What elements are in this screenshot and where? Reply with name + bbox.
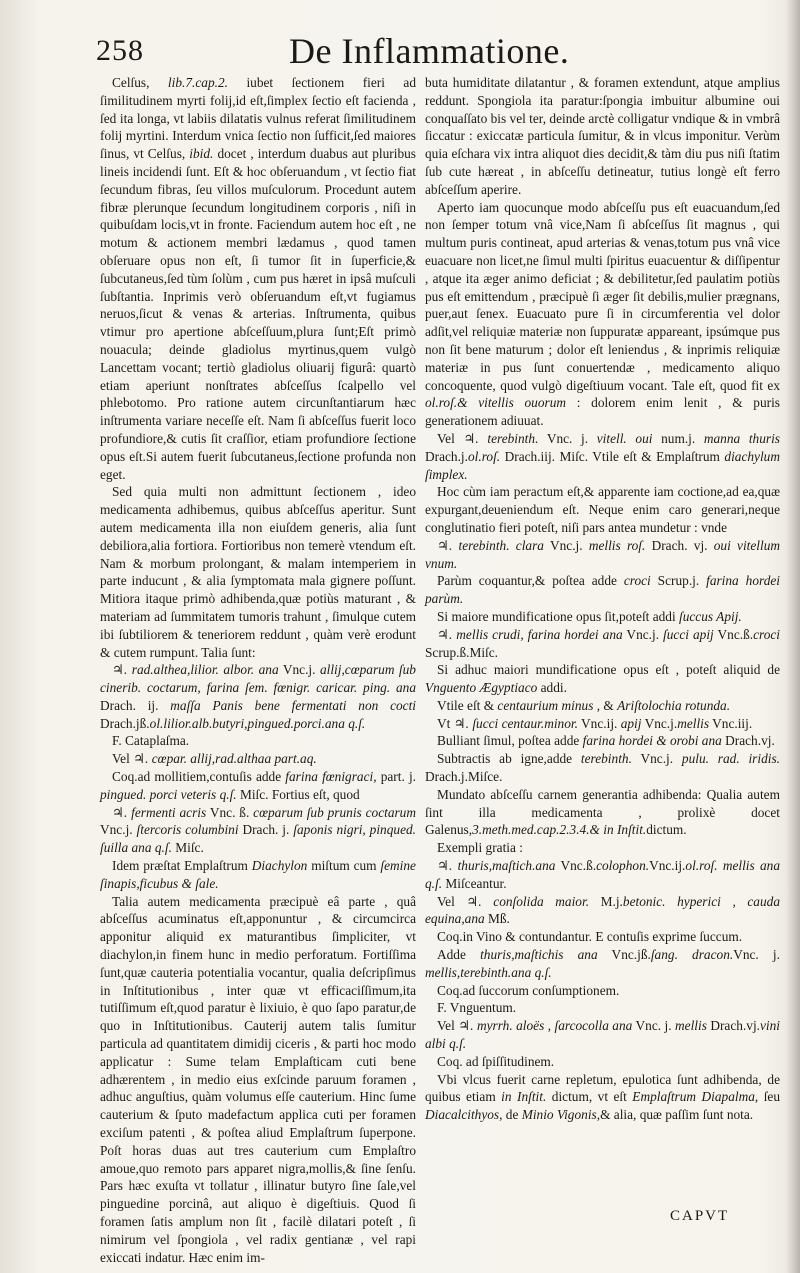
paragraph [425,982,780,1000]
italic-text-run: ſuccus Apij. [679,608,742,624]
paragraph [425,697,780,715]
paragraph [100,750,416,768]
italic-text-run: allij,cœparum ſub cinerib. coctarum, farina ſem. fœnigr. caricar. ping. ana [100,662,416,696]
italic-text-run: pulu. rad. iridis. [681,751,780,767]
paragraph [425,1053,780,1071]
italic-text-run: Minio Vigonis [521,1107,597,1123]
text-run: Vnc.jß. [597,947,651,963]
paragraph [425,732,780,750]
paragraph [425,74,780,199]
paragraph [425,661,780,697]
italic-text-run: ol.lilior.alb.butyri,pingued.porci.ana q.ſ. [149,715,366,731]
paragraph [425,715,780,733]
paragraph [100,893,416,1267]
text-run: Idem præſtat Emplaſtrum [112,858,252,874]
text-run: Vnc. ß. [206,804,254,820]
paragraph [425,946,780,982]
italic-text-run: diachylum ſimplex. [425,448,780,482]
italic-text-run: Diacalcithyos [425,1107,500,1123]
text-run: M.j. [589,893,623,909]
italic-text-run: ♃. ſucci centaur.minor. [453,715,578,731]
text-run: Coq.ad mollitiem,contuſis adde [112,769,286,785]
text-run: Vnc.j. [278,662,320,678]
text-run: Vel [437,1018,459,1034]
italic-text-run: ibid. [189,146,214,162]
italic-text-run: Vnguento Ægyptiaco [425,680,538,696]
text-run: Subtractis ab igne,adde [437,751,581,767]
text-run: Vnc.j. [100,822,137,838]
italic-text-run: ſaponis nigri, pinqued. ſuilla ana q.ſ. [100,822,416,856]
paragraph [425,430,780,483]
paragraph [425,893,780,929]
text-run: Vt [437,715,454,731]
paragraph [425,786,780,839]
text-run: Talia autem medicamenta præcipuè eâ parte , quâ abſceſſus acuminatus eſt,apponuntur , & circumcirca apponitur aliquid ex maturantibus ſimpliciter, vt diachylon,in finem hunc in medio perforatum. Fortiſſima ſunt,quæ cauteria potentialia vocantur, qualia deſcripſimus in Inſtitutionibus , inter quæ vt efficaciſſimum,ita tutiſſimum eſt,quod paratur è lixiuio, è quo ſapo paratur,de quo in Inſtitutionibus. Cauterij autem talis ſumitur particula ad quantitatem dimidij ciceris , & parti hoc modo applicatur : Sume telam Emplaſticam cuti bene adhærentem , in medio eius exſcinde paruum foramen , adhuc anguſtius, quàm volumus eſſe cauterium. Hinc ſume cauterium & ſputo madefactum applica cuti per foramen exciſum patenti , & poſtea aliud Emplaſtrum ſuperpone. Poſt horas duas aut tres cauterium cum Emplaſtro amoue,quo remoto pars apparet nigra,mollis,& ſine ſenſu. Pars hæc exuſta vt tollatur , illinatur butyro ſine ſale,vel pinguedine porcinâ, aut aliquo è digeſtiuis. Quod ſi foramen ſatis amplum non ſit , facilè dilatari poteſt , ſi nimirum vel ſpongiola , vel radix gentianæ , vel rapi exiccati indatur. Hæc enim im- [100,893,416,1265]
italic-text-run: ſucci apij [663,626,714,642]
paragraph [425,857,780,893]
paragraph [425,572,780,608]
italic-text-run: farina fœnigraci, [285,769,377,785]
italic-text-run: ſtercoris columbini [136,822,239,838]
text-run: Vnc.j. [631,751,682,767]
paragraph [425,608,780,626]
italic-text-run: colophon. [596,858,650,874]
italic-text-run: ♃. myrrh. aloës , ſarcocolla ana [458,1018,633,1034]
italic-text-run: centaurium minus [497,697,594,713]
text-run: Mß. [484,911,510,927]
text-run: Aperto iam quocunque modo abſceſſu pus eſt euacuandum,ſed non ſemper totum vnâ vice,Nam ſi abſceſſus ſit magnus , qui multum puris contineat, apud arterias & venas,totum pus vnâ vice euacuare non licet,ne ſimul multi ſpiritus euacuentur & diſſipentur , atque ita æger animo deficiat ; & debilitetur,ſed paulatim potiùs pus eſt emittendum , præcipuè ſi æger ſit debilis,mulier prægnans, puer,aut ſenex. Euacuato pure ſi in circumferentia vel dolor adſit,vel reliquiæ materiæ non ſuppuratæ appareant, ipsúmque pus non ſit bene maturum ; dolor eſt leniendus , & inprimis reliquiæ materiæ in pus ſunt conuertendæ , medicamento aliquo concoquente, quod vulgò digeſtiuum vocant. Tale eſt, quod fit ex [425,199,780,393]
paragraph [100,804,416,857]
text-run: Vbi vlcus fuerit carne repletum, epulotica ſunt adhibenda, de quibus etiam [425,1071,780,1105]
italic-text-run: ♃. conſolida maior. [466,893,590,909]
text-run: buta humiditate dilatantur , & foramen extendunt, atque amplius reddunt. Spongiola ita paratur:ſpongia imbuitur albumine oui conquaſſato bis vel ter, deinde arctè colligatur vndique & in vmbrâ ſiccatur : exiccatæ particula ſumitur, & in vlcus imponitur. Verùm quia eſchara vix intra aliquot dies decidit,& tàm diu pus niſi ſtatim ſub cute hæreat , in abſceſſu detineatur, tutius longè eſt ferro abſceſſum aperire. [425,75,780,197]
italic-text-run: Diachylon [251,858,308,874]
text-run: iubet ſectionem fieri ad ſimilitudinem myrti folij,id eſt,ſimplex ſectio eſt facienda , ſed ita longa, vt labiis dilatatis vulnus referat ſimilitudinem folij myrtini. Interdum vnica ſectio non ſufficit,ſed maiores ſinus, vt Celſus, [100,75,416,162]
paragraph [100,74,416,483]
text-run: Vnc. j. [538,430,597,446]
text-run: Drach.j.Miſce. [425,769,503,785]
italic-text-run: thuris,maſtichis ana [480,947,598,963]
paragraph [425,750,780,786]
text-run: Vnc.ß. [713,626,754,642]
text-run: Drach. j. [238,822,294,838]
text-run: Adde [437,947,481,963]
italic-text-run: mellis roſ. [588,537,646,553]
text-run: Vel [437,893,467,909]
text-run: miſtum cum [307,858,381,874]
paragraph [100,857,416,893]
text-run: Vel [112,751,134,767]
text-run: Coq.in Vino & contundantur. E contuſis exprime ſuccum. [437,929,743,945]
text-run: Parùm coquantur,& poſtea adde [437,573,624,589]
text-run: , ſeu [754,1089,781,1105]
italic-text-run: ♃. terebinth. clara [437,537,544,553]
italic-text-run: croci [753,626,781,642]
text-run: ,& alia, quæ paſſim ſunt nota. [596,1107,754,1123]
italic-text-run: manna thuris [703,430,780,446]
italic-text-run: ♃. mellis crudi, farina hordei ana [437,626,623,642]
text-run: Vnc.j. [543,537,589,553]
text-run: Celſus, [112,75,168,90]
text-run: Drach.vj. [721,733,775,749]
paragraph [100,483,416,661]
italic-text-run: cœparum ſub prunis coctarum [253,804,416,820]
text-run: Drach.j. [425,448,468,464]
italic-text-run: ol.roſ.& vitellis ouorum [425,395,567,411]
text-run: Drach. ij. [100,697,171,713]
text-run: dictum, vt eſt [546,1089,633,1105]
text-run: Vnc.j. [641,715,678,731]
text-run: Vnc.j. [622,626,664,642]
italic-text-run: vitell. oui [596,430,653,446]
text-run: Si maiore mundificatione opus ſit,poteſt addi [437,608,679,624]
text-run: Drach. vj. [645,537,714,553]
italic-text-run: ſemine ſinapis,ficubus & ſale. [100,858,416,891]
italic-text-run: oui vitellum vnum. [425,537,781,571]
italic-text-run: 3.meth.med.cap.2.3.4.& in Inſtit. [472,822,647,838]
text-run: dictum. [646,822,687,838]
italic-text-run: ♃. terebinth. [463,430,539,446]
text-run: Si adhuc maiori mundificatione opus eſt , poteſt aliquid de [437,662,780,678]
text-run: : dolorem enim lenit , & puris generationem adiuuat. [425,395,780,429]
italic-text-run: ♃. cœpar. allij,rad.althaa part.aq. [133,751,317,767]
paragraph [425,1017,780,1053]
text-run: Coq. ad ſpiſſitudinem. [437,1053,555,1069]
catchword: CAPVT [670,1208,730,1224]
page-header [96,30,766,72]
italic-text-run: ♃. fermenti acris [112,804,207,820]
text-run: Vnc.iij. [709,715,753,731]
paragraph [425,537,780,573]
text-run: docet , interdum duabus aut pluribus lineis incidendi ſunt. Eſt & hoc obſeruandum , vt ſectio fiat ſecundum fibras, ſeu villos muſculorum. Procedunt autem fibræ plerunque ſecundum longitudinem corporis , niſi in quibuſdam locis,vt in fronte. Faciendum autem hoc eſt , ne motum & actionem membri lædamus , quod tamen obſeruare opus non eſt, ſi tumor ſit in ſuperficie,& ſubcutaneus,ſed tùm ſolùm , cum pus hæret in ipsâ muſculi ſubſtantia. Inprimis verò obſeruandum eſt,vt fugiamus neruos,ſicut & venas & arterias. Inſtrumenta, quibus vtimur pro apertione abſceſſuum,plura ſunt;Eſt primò nouacula; deinde gladiolus myrtinus,quem vulgò Lancettam vocant; tertiò gladiolus oliuarij figurâ: quartò etiam aperiunt nonſtrates abſceſſus ſcalpello vel phlebotomo. Pro ratione autem circunſtantiarum hæc inſtrumenta variare neceſſe eſt. Nam ſi abſceſſus fuerit loco profundiore,& cutis ſit craſſior, etiam profundiore ſectione opus eſt.Si autem fuerit ſubcutaneus,ſectione profunda non eget. [100,146,416,482]
text-run: Scrup.ß.Miſc. [425,644,499,660]
text-run: Vel [437,430,464,446]
text-run: Mundato abſceſſu carnem generantia adhibenda: Qualia autem ſint illa medicamenta , prolixè docet Galenus, [425,786,780,838]
text-run: Vnc. j. [632,1018,676,1034]
text-run: , & [593,697,618,713]
text-run: Vtile eſt & [437,697,498,713]
italic-text-run: betonic. hyperici , cauda equina,ana [425,893,780,927]
italic-text-run: Ariſtolochia rotunda. [617,697,731,713]
paragraph [425,999,780,1017]
paragraph [425,199,780,430]
text-run: part. j. [376,769,416,785]
paragraph [425,1071,780,1124]
paragraph [425,928,780,946]
paragraph [425,839,780,857]
text-run: Exempli gratia : [437,840,523,856]
text-run: Hoc cùm iam peractum eſt,& apparente iam coctione,ad ea,quæ expurgant,deueniendum eſt. Neque enim caro generari,neque conglutinatio fieri poteſt, niſi pars antea mundetur : vnde [425,484,780,535]
text-run: Vnc.ij. [649,858,686,874]
text-run: Vnc. j. [733,947,780,963]
page-edge-shadow [786,0,800,1273]
page-number: 258 [96,34,144,67]
text-run: Drach.jß. [100,715,150,731]
text-run: Drach.vj. [706,1018,760,1034]
text-run: Coq.ad ſuccorum conſumptionem. [437,982,620,998]
italic-text-run: pingued. porci veteris q.ſ. [100,786,237,802]
text-run: Drach.iij. Miſc. Vtile eſt & Emplaſtrum [500,448,725,464]
italic-text-run: mellis [675,1018,707,1034]
text-run: F. Cataplaſma. [112,733,190,749]
italic-text-run: lib.7.cap.2. [167,75,228,90]
text-run: Vnc.ij. [577,715,621,731]
italic-text-run: mellis,terebinth.ana q.ſ. [425,964,552,980]
text-run: num.j. [652,430,704,446]
text-run: Scrup.j. [650,573,707,589]
italic-text-run: ♃. rad.althea,lilior. albor. ana [112,662,279,678]
text-run: Bulliant ſimul, poſtea adde [437,733,583,749]
text-run: , de [499,1107,522,1123]
italic-text-run: ol.roſ. mellis ana q.ſ. [425,858,780,891]
italic-text-run: ol.roſ. [467,448,501,464]
text-run: Miſc. Fortius eſt, quod [236,786,360,802]
italic-text-run: mellis [677,715,710,731]
paragraph [100,732,416,750]
italic-text-run: ſang. dracon. [650,947,734,963]
italic-text-run: Emplaſtrum Diapalma [632,1089,755,1105]
text-run: F. Vnguentum. [437,1000,517,1016]
running-title: De Inflammatione. [289,31,570,71]
paragraph [425,626,780,662]
italic-text-run: in Inſtit. [501,1089,547,1105]
paragraph [100,661,416,732]
text-run: Sed quia multi non admittunt ſectionem , ideo medicamenta adhibemus, quibus abſceſſus aperitur. Sunt autem medicamenta illa non eiuſdem generis, alia ſunt debiliora,alia fortiora. Fortioribus non temerè vtendum eſt. Nam & morbum prolongant, & malam intemperiem in parte inducunt , & alia ſymptomata mala gignere poſſunt. Mitiora itaque primò adhibenda,quæ potiùs maturant , & materiam ad ſummitatem tumoris trahunt , ſimulque cutem ibi ſubtiliorem & teneriorem reddunt , quàm verè erodunt & cutem rumpunt. Talia ſunt: [100,484,416,660]
paragraph [425,483,780,536]
text-run: Miſc. [171,840,204,856]
right-text-column [425,74,780,1124]
text-run: addi. [537,680,567,696]
italic-text-run: vini albi q.ſ. [425,1018,781,1052]
italic-text-run: ♃. thuris,maſtich.ana [437,858,556,874]
text-run: Vnc.ß. [555,858,597,874]
italic-text-run: apij [620,715,642,731]
italic-text-run: farina hordei & orobi ana [582,733,722,749]
text-run: Miſceantur. [442,875,507,891]
italic-text-run: croci [623,573,651,589]
left-text-column [100,74,416,1266]
italic-text-run: maſſa Panis bene fermentati non cocti [170,697,417,713]
paragraph [100,768,416,804]
italic-text-run: farina hordei parùm. [425,573,780,607]
italic-text-run: terebinth. [580,751,632,767]
